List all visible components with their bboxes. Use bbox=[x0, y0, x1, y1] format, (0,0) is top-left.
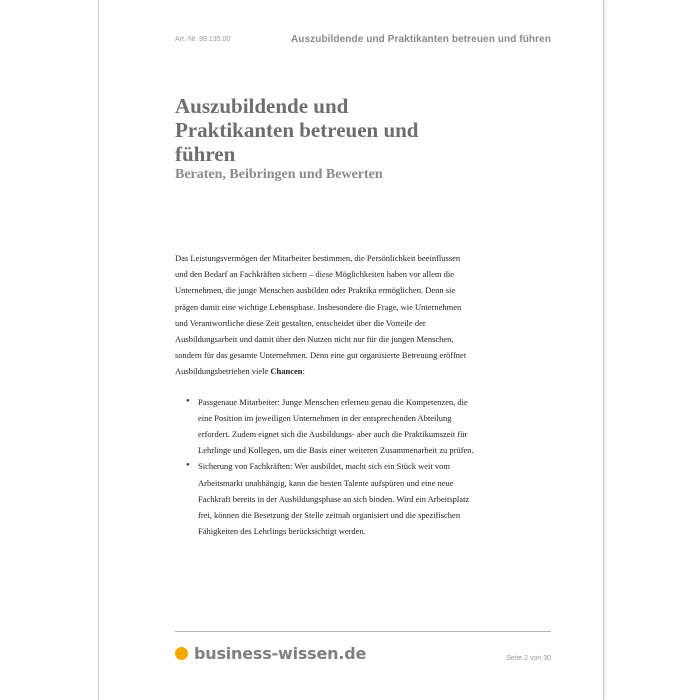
logo-dot-icon bbox=[175, 647, 188, 660]
running-header-title: Auszubildende und Praktikanten betreuen und führen bbox=[290, 34, 551, 45]
intro-text: Das Leistungsvermögen der Mitarbeiter bestimmen, die Persönlichkeit beeinflussen und den Bedarf an Fachkräften sichern – diese Möglichkeiten haben vor allem die Unternehmen, die junge Menschen ausbilden oder Praktika ermöglichen. Denn sie prägen damit eine wichtige Lebensphase. Insbesondere die Frage, wie Unternehmen und Verantwortliche diese Zeit gestalten, entscheidet über die Vorteile der Ausbildungsarbeit und damit über den Nutzen nicht nur für die jungen Menschen, sondern für das gesamte Unternehmen. Denn eine gut organisierte Betreuung eröffnet Ausbildungsbetrieben viele bbox=[175, 253, 467, 377]
bullet-list bbox=[175, 394, 475, 540]
title-line: führen bbox=[175, 142, 236, 166]
intro-suffix: : bbox=[302, 366, 305, 377]
body-text bbox=[175, 250, 475, 539]
document-title bbox=[175, 94, 515, 166]
title-line: Praktikanten betreuen und bbox=[175, 118, 419, 142]
title-line: Auszubildende und bbox=[175, 94, 349, 118]
list-item: • Passgenaue Mitarbeiter: Junge Menschen erlernen genau die Kompetenzen, die eine Position im jeweiligen Unternehmen in der entsprechenden Abteilung erfordert. Zudem eignet sich die Ausbildungs- aber auch die Praktikumszeit für Lehrlinge und Kollegen, um die Basis einer weiteren Zusammenarbeit zu prüfen. bbox=[198, 394, 475, 459]
brand-logo bbox=[175, 644, 366, 663]
footer-divider bbox=[175, 631, 551, 632]
document-page bbox=[98, 0, 604, 700]
article-number: Art.-Nr. 99.135.00 bbox=[175, 36, 231, 43]
intro-bold-word: Chancen bbox=[270, 366, 303, 377]
list-item: • Sicherung von Fachkräften: Wer ausbildet, macht sich ein Stück weit vom Arbeitsmarkt unabhängig, kann die besten Talente aufspüren und eine neue Fachkraft bereits in der Ausbildungsphase an sich binden. Wird ein Arbeitsplatz frei, können die Besetzung der Stelle zeitnah organisiert und die spezifischen Fähigkeiten des Lehrlings berücksichtigt werden. bbox=[198, 458, 475, 539]
logo-text: business-wissen.de bbox=[194, 644, 367, 663]
page-number: Seite 2 von 30 bbox=[506, 655, 551, 662]
intro-paragraph bbox=[175, 250, 475, 380]
document-subtitle: Beraten, Beibringen und Bewerten bbox=[175, 167, 383, 182]
